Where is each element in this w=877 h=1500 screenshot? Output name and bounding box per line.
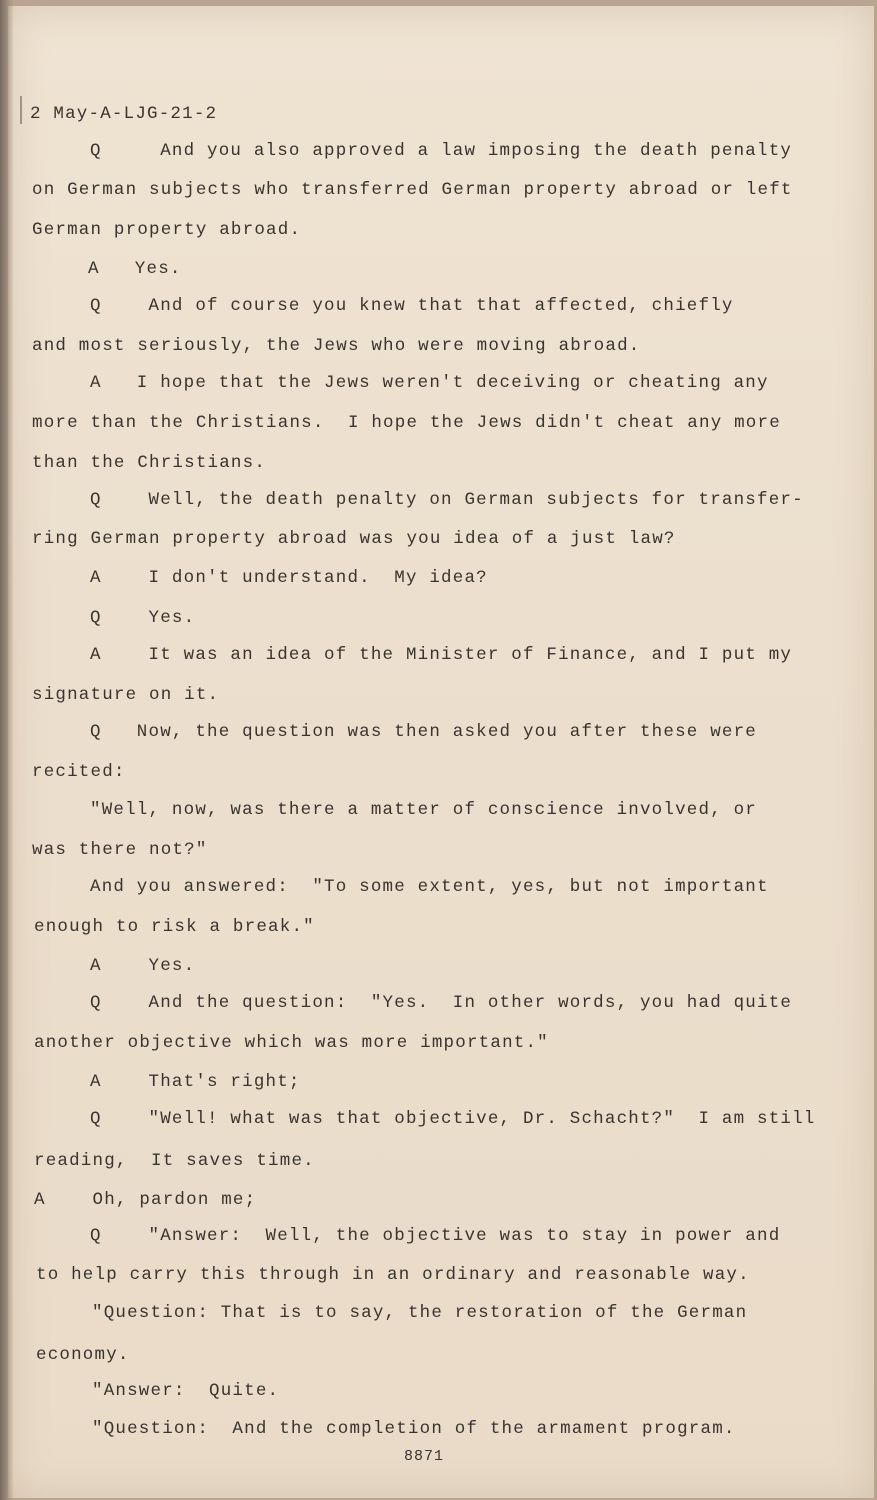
transcript-line: signature on it. [32, 685, 220, 705]
transcript-line: German property abroad. [32, 220, 302, 240]
page-number: 8871 [404, 1448, 445, 1465]
transcript-line: more than the Christians. I hope the Jews didn't cheat any more [32, 413, 781, 433]
transcript-line: and most seriously, the Jews who were moving abroad. [32, 336, 641, 356]
transcript-line: reading, It saves time. [34, 1151, 315, 1171]
transcript-line: Q And you also approved a law imposing the death penalty [90, 141, 793, 161]
transcript-line: recited: [32, 762, 126, 782]
transcript-line: enough to risk a break." [34, 917, 315, 937]
transcript-line: A I hope that the Jews weren't deceiving or cheating any [90, 373, 769, 393]
margin-mark [20, 96, 22, 124]
transcript-line: another objective which was more important." [34, 1033, 549, 1053]
transcript-line: A Oh, pardon me; [34, 1190, 257, 1210]
transcript-line: And you answered: "To some extent, yes, but not important [90, 877, 769, 897]
transcript-line: Q "Well! what was that objective, Dr. Schacht?" I am still [90, 1109, 816, 1129]
transcript-line: Q And of course you knew that that affected, chiefly [90, 296, 734, 316]
binding-edge [0, 0, 14, 1500]
transcript-line: A Yes. [90, 956, 196, 976]
transcript-line: A Yes. [88, 259, 182, 279]
transcript-line: Q Yes. [90, 608, 196, 628]
transcript-line: "Question: And the completion of the armament program. [92, 1419, 736, 1439]
transcript-line: Q "Answer: Well, the objective was to stay in power and [90, 1226, 781, 1246]
transcript-line: Q Now, the question was then asked you after these were [90, 722, 757, 742]
transcript-line: A It was an idea of the Minister of Finance, and I put my [90, 645, 793, 665]
transcript-line: Q Well, the death penalty on German subjects for transfer- [90, 490, 804, 510]
transcript-line: "Question: That is to say, the restoration of the German [92, 1303, 748, 1323]
transcript-line: economy. [36, 1345, 130, 1365]
transcript-line: A I don't understand. My idea? [90, 568, 488, 588]
transcript-line: "Well, now, was there a matter of conscience involved, or [90, 800, 757, 820]
transcript-line: A That's right; [90, 1072, 301, 1092]
transcript-line: "Answer: Quite. [92, 1381, 280, 1401]
transcript-line: to help carry this through in an ordinary and reasonable way. [36, 1265, 750, 1285]
transcript-line: Q And the question: "Yes. In other words, you had quite [90, 993, 793, 1013]
transcript-line: on German subjects who transferred German property abroad or left [32, 180, 793, 200]
document-reference: 2 May-A-LJG-21-2 [30, 104, 218, 124]
transcript-line: ring German property abroad was you idea of a just law? [32, 529, 676, 549]
transcript-line: was there not?" [32, 840, 208, 860]
transcript-line: than the Christians. [32, 453, 267, 473]
